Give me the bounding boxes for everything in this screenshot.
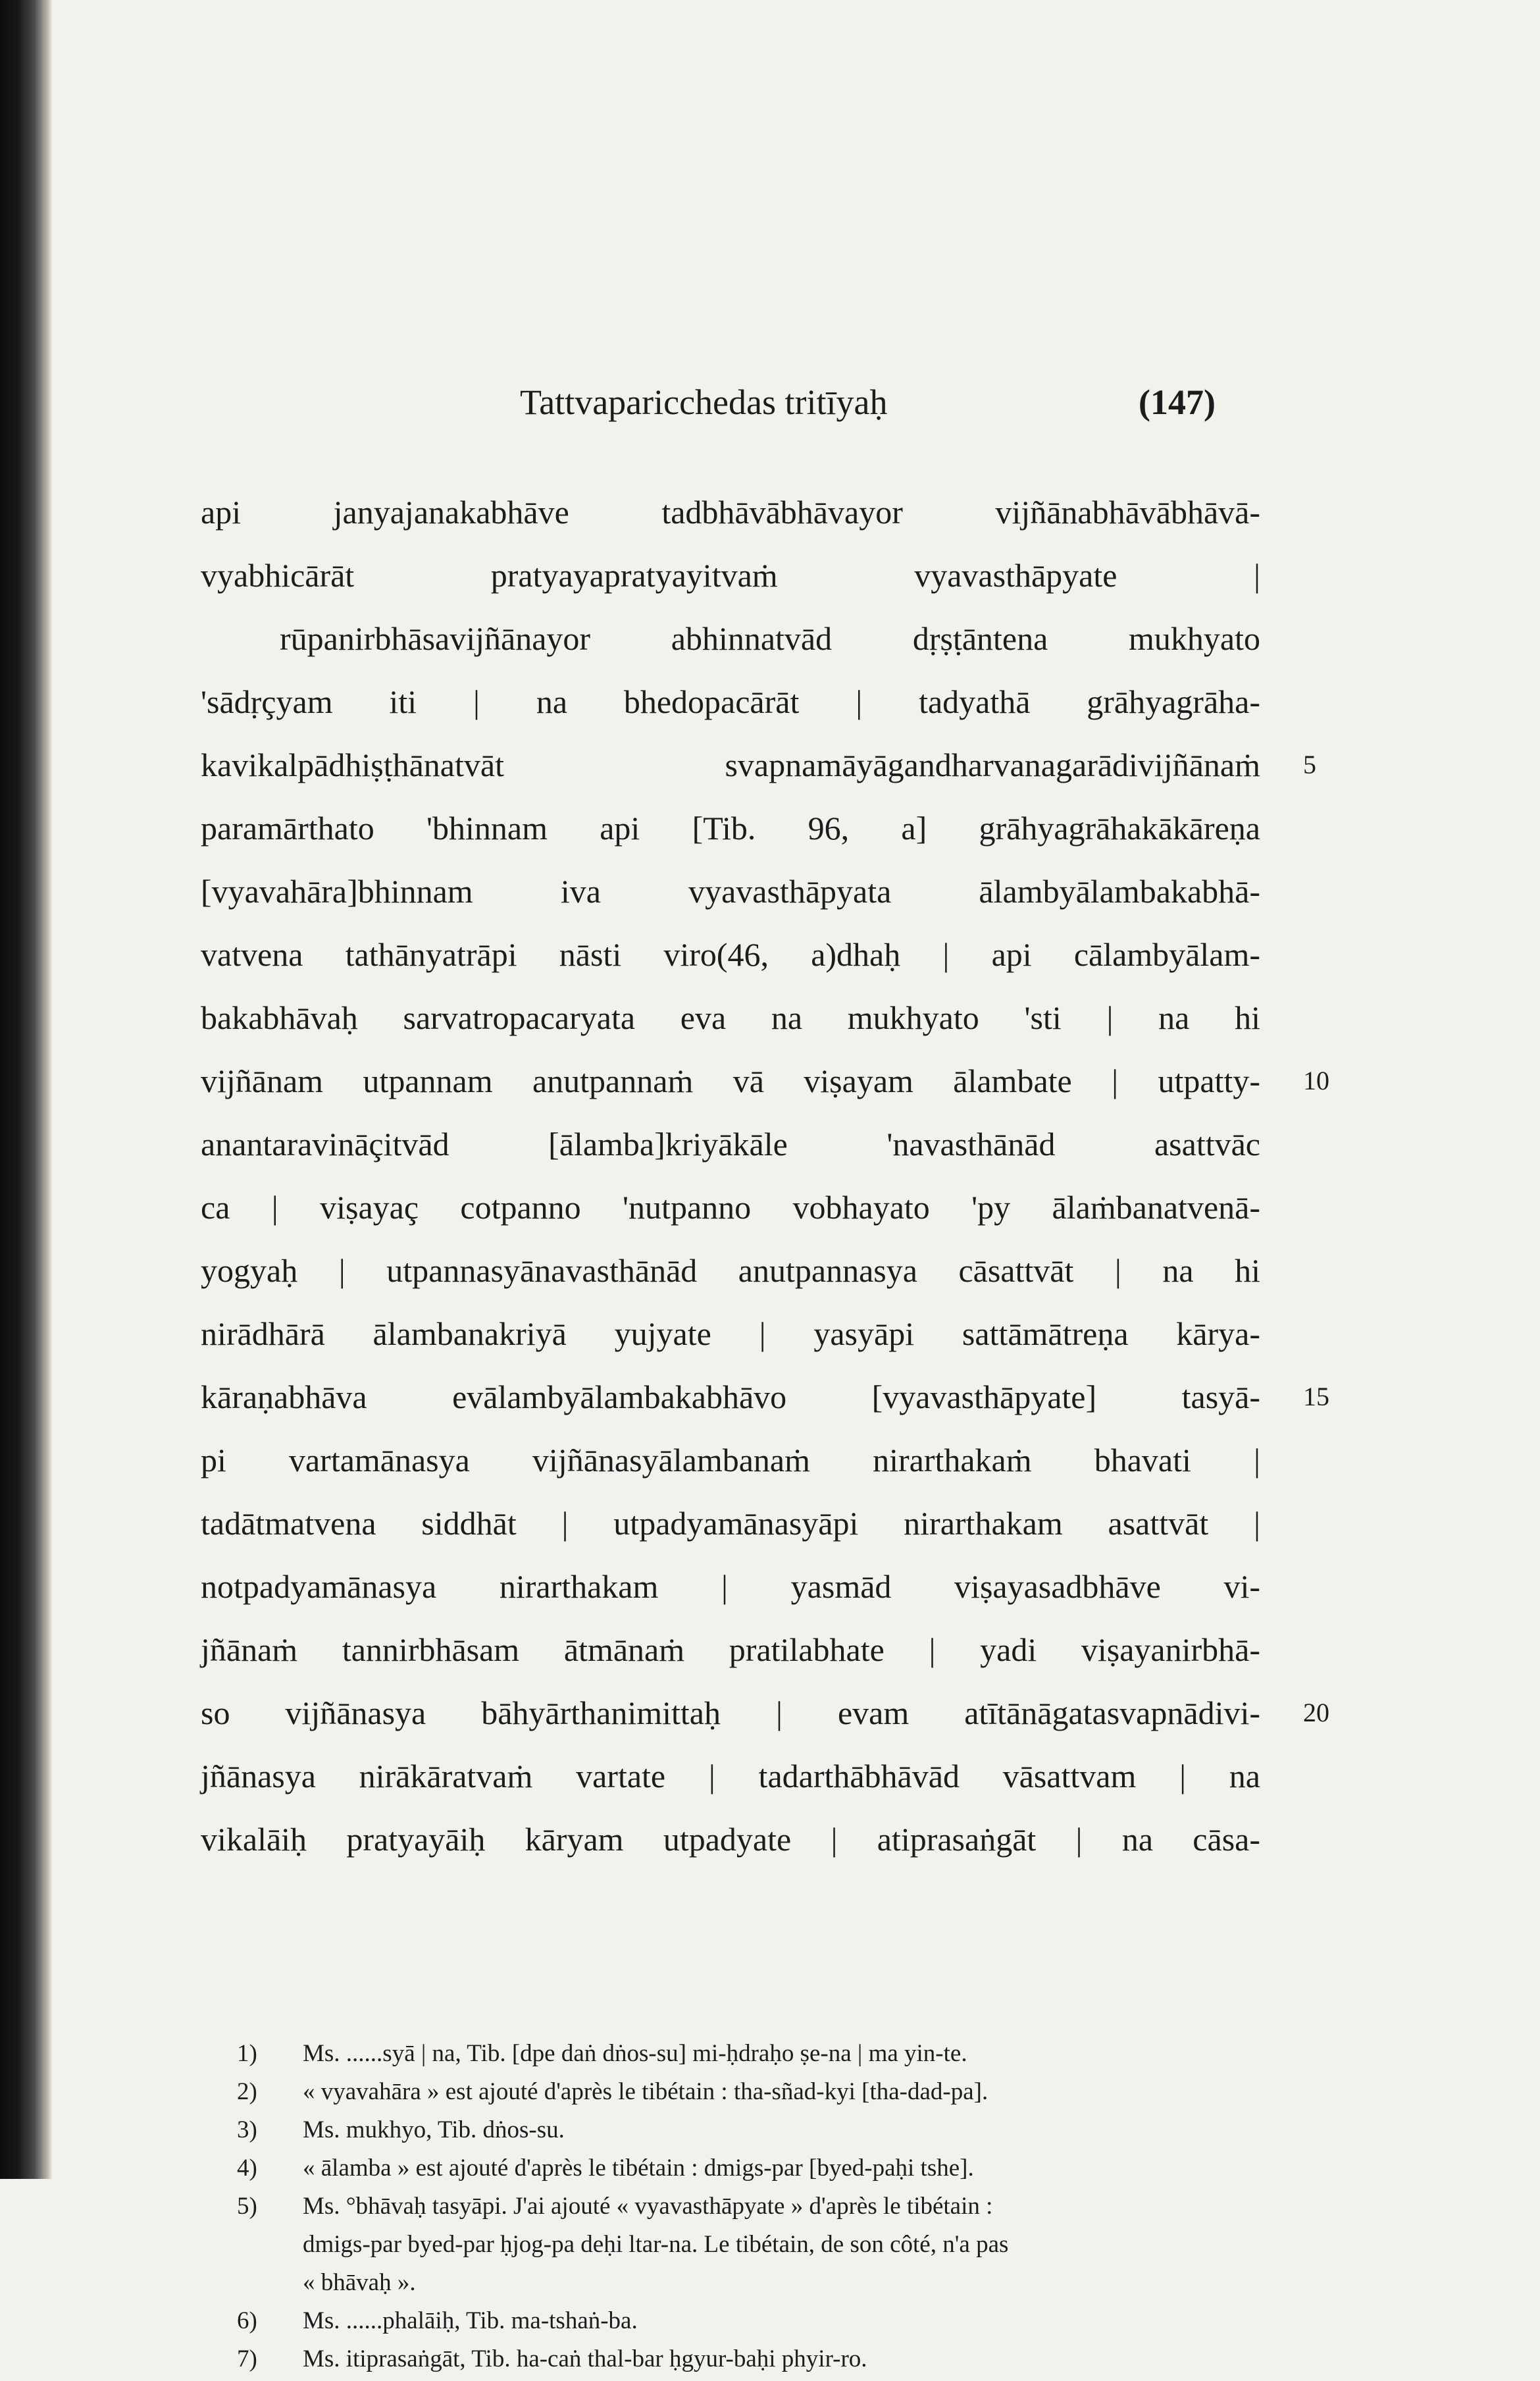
line-text: paramārthato 'bhinnam api [Tib. 96, a] grāhyagrāhakākāreṇa [201, 810, 1260, 847]
main-text [201, 481, 1329, 1871]
book-binding-edge [0, 0, 53, 2179]
footnote-number: 2) [237, 2078, 257, 2105]
footnote [237, 2190, 1264, 2223]
line-number: 5 [1303, 750, 1316, 779]
line-text: vikalāiḥ pratyayāiḥ kāryam utpadyate | atiprasaṅgāt | na cāsa- [201, 1821, 1260, 1858]
line-text: anantaravināçitvād [ālamba]kriyākāle 'navasthānād asattvāc [201, 1126, 1260, 1163]
footnote-text: Ms. ......syā | na, Tib. [dpe daṅ dṅos-su] mi-ḥdraḥo ṣe-na | ma yin-te. [303, 2040, 967, 2067]
footnote-number: 6) [237, 2307, 257, 2334]
line-text: api janyajanakabhāve tadbhāvābhāvayor vijñānabhāvābhāvā- [201, 494, 1260, 531]
text-line [201, 1302, 1260, 1365]
text-line [201, 1681, 1329, 1744]
line-text: notpadyamānasya nirarthakam | yasmād viṣayasadbhāve vi- [201, 1568, 1260, 1605]
footnote [237, 2152, 1264, 2185]
footnote-text: Ms. ......phalāiḥ, Tib. ma-tshaṅ-ba. [303, 2307, 638, 2334]
line-number: 15 [1303, 1382, 1329, 1411]
line-text: rūpanirbhāsavijñānayor abhinnatvād dṛṣṭāntena mukhyato [280, 620, 1260, 657]
footnote-text: « vyavahāra » est ajouté d'après le tibétain : tha-sñad-kyi [tha-dad-pa]. [303, 2078, 988, 2105]
footnote-number: 5) [237, 2193, 257, 2220]
line-text: jñānasya nirākāratvaṁ vartate | tadarthābhāvād vāsattvam | na [201, 1758, 1260, 1794]
line-text: kāraṇabhāva evālambyālambakabhāvo [vyavasthāpyate] tasyā- [201, 1378, 1260, 1415]
line-number: 10 [1303, 1066, 1329, 1095]
text-line [201, 1112, 1260, 1176]
running-header [520, 369, 1257, 428]
line-text: vatvena tathānyatrāpi nāsti viro(46, a)dhaḥ | api cālambyālam- [201, 936, 1260, 973]
line-text: ca | viṣayaç cotpanno 'nutpanno vobhayato 'py ālaṁbanatvenā- [201, 1189, 1260, 1226]
line-text: 'sādṛçyam iti | na bhedopacārāt | tadyathā grāhyagrāha- [201, 683, 1260, 720]
line-text: kavikalpādhiṣṭhānatvāt svapnamāyāgandharvanagarādivijñānaṁ [201, 746, 1260, 783]
line-text: vyabhicārāt pratyayapratyayitvaṁ vyavasthāpyate | [201, 557, 1260, 594]
footnote [237, 2228, 1264, 2261]
text-line [201, 1492, 1260, 1555]
footnote-text: « bhāvaḥ ». [303, 2269, 416, 2296]
text-line [201, 1808, 1260, 1871]
footnote-text: Ms. itiprasaṅgāt, Tib. ha-caṅ thal-bar ḥgyur-baḥi phyir-ro. [303, 2345, 867, 2372]
text-line [201, 923, 1260, 986]
line-text: jñānaṁ tannirbhāsam ātmānaṁ pratilabhate | yadi viṣayanirbhā- [201, 1631, 1260, 1668]
footnote-text: dmigs-par byed-par ḥjog-pa deḥi ltar-na. Le tibétain, de son côté, n'a pas [303, 2231, 1009, 2258]
text-line [201, 1555, 1260, 1618]
footnote-number: 7) [237, 2345, 257, 2372]
line-text: nirādhārā ālambanakriyā yujyate | yasyāpi sattāmātreṇa kārya- [201, 1315, 1260, 1352]
text-line [201, 670, 1260, 733]
footnote [237, 2343, 1264, 2376]
footnote-number: 3) [237, 2116, 257, 2143]
footnote [237, 2305, 1264, 2338]
text-line [201, 1744, 1260, 1808]
footnote-text: Ms. mukhyo, Tib. dṅos-su. [303, 2116, 565, 2143]
line-text: vijñānam utpannam anutpannaṁ vā viṣayam ālambate | utpatty- [201, 1062, 1260, 1099]
text-line [201, 1176, 1260, 1239]
line-text: so vijñānasya bāhyārthanimittaḥ | evam atītānāgatasvapnādivi- [201, 1694, 1260, 1731]
footnote [237, 2266, 1264, 2299]
text-line [201, 1618, 1260, 1681]
text-line [201, 860, 1260, 923]
text-line [201, 1365, 1329, 1428]
text-line [201, 1049, 1329, 1112]
text-line [201, 607, 1260, 670]
running-title: Tattvaparicchedas tritīyaḥ [520, 382, 888, 422]
text-line [201, 733, 1316, 797]
page-number: (147) [1139, 382, 1216, 422]
footnote-number: 4) [237, 2155, 257, 2182]
footnote [237, 2037, 1264, 2070]
line-text: [vyavahāra]bhinnam iva vyavasthāpyata ālambyālambakabhā- [201, 873, 1260, 910]
footnote-text: « ālamba » est ajouté d'après le tibétain : dmigs-par [byed-paḥi tshe]. [303, 2155, 974, 2182]
text-line [201, 544, 1260, 607]
line-text: tadātmatvena siddhāt | utpadyamānasyāpi nirarthakam asattvāt | [201, 1505, 1260, 1542]
text-line [201, 986, 1260, 1049]
line-number: 20 [1303, 1698, 1329, 1727]
text-line [201, 797, 1260, 860]
footnote-number: 1) [237, 2040, 257, 2067]
footnotes [237, 2037, 1264, 2381]
line-text: bakabhāvaḥ sarvatropacaryata eva na mukhyato 'sti | na hi [201, 999, 1260, 1036]
text-line [201, 1239, 1260, 1302]
line-text: yogyaḥ | utpannasyānavasthānād anutpannasya cāsattvāt | na hi [201, 1252, 1260, 1289]
text-line [201, 1428, 1260, 1492]
footnote-text: Ms. °bhāvaḥ tasyāpi. J'ai ajouté « vyavasthāpyate » d'après le tibétain : [303, 2193, 993, 2220]
line-text: pi vartamānasya vijñānasyālambanaṁ nirarthakaṁ bhavati | [201, 1442, 1260, 1478]
footnote [237, 2076, 1264, 2108]
footnote [237, 2114, 1264, 2147]
text-line [201, 481, 1260, 544]
